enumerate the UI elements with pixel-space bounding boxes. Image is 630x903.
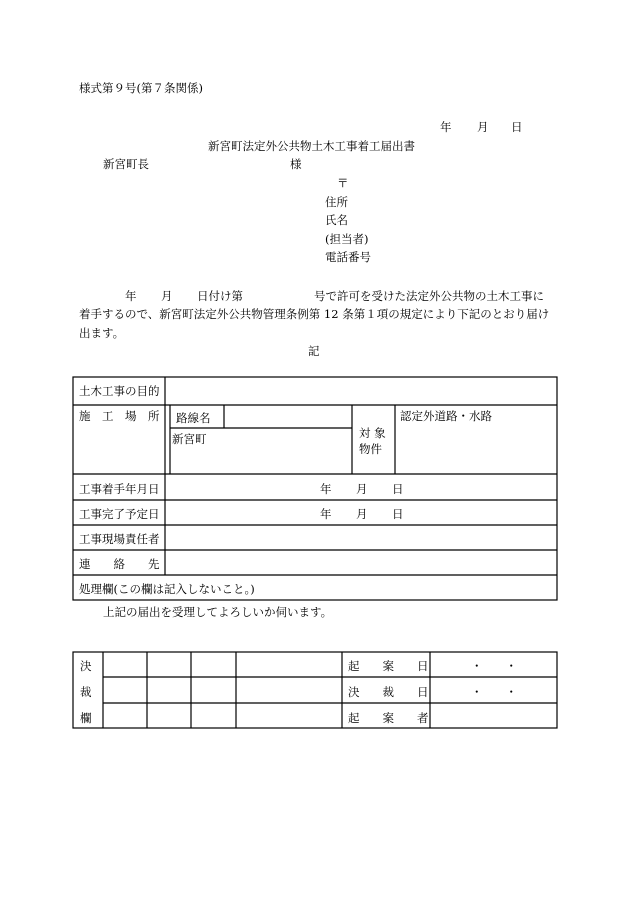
- end-date-day: 日: [392, 507, 404, 521]
- date-day: 日: [511, 120, 523, 134]
- name-label: 氏名: [325, 213, 348, 227]
- date-month: 月: [477, 120, 489, 134]
- body-year: 年: [125, 289, 137, 303]
- approval-side-label-3: 欄: [80, 711, 92, 725]
- approval-note: 上記の届出を受理してよろしいか伺います。: [103, 605, 333, 619]
- form-number: 様式第９号(第７条関係): [79, 81, 203, 95]
- end-date-year: 年: [320, 507, 332, 521]
- body-month: 月: [161, 289, 173, 303]
- draft-date-value: ・ ・: [471, 659, 517, 673]
- purpose-label: 土木工事の目的: [79, 384, 160, 398]
- body-line2: 着手するので、新宮町法定外公共物管理条例第 12 条第１項の規定により下記のとおり届け: [79, 307, 550, 321]
- addressee-honorific: 様: [290, 157, 302, 171]
- location-label: 施 工 場 所: [79, 409, 160, 423]
- route-name-label: 路線名: [176, 411, 211, 425]
- date-year: 年: [440, 120, 452, 134]
- processing-label: 処理欄(この欄は記入しないこと。): [79, 582, 255, 596]
- postal-mark: 〒: [337, 176, 349, 190]
- start-date-day: 日: [392, 482, 404, 496]
- target-label-2: 物件: [359, 442, 382, 456]
- decision-date-value: ・ ・: [471, 685, 517, 699]
- phone-label: 電話番号: [325, 250, 371, 264]
- drafter-label: 起 案 者: [348, 711, 429, 725]
- start-date-month: 月: [356, 482, 368, 496]
- addressee-label: 新宮町長: [103, 157, 149, 171]
- start-date-year: 年: [320, 482, 332, 496]
- address-label: 住所: [325, 195, 348, 209]
- contact-person-label: (担当者): [325, 232, 369, 246]
- body-date-suffix: 日付け第: [197, 289, 243, 303]
- approval-side-label-2: 裁: [80, 685, 92, 699]
- approval-side-label-1: 決: [80, 659, 92, 673]
- target-label-1: 対 象: [359, 426, 386, 440]
- body-line1-rest: 号で許可を受けた法定外公共物の土木工事に: [314, 289, 544, 303]
- end-date-label: 工事完了予定日: [79, 507, 160, 521]
- responsible-label: 工事現場責任者: [79, 532, 160, 546]
- body-line3: 出ます。: [79, 326, 125, 340]
- end-date-month: 月: [356, 507, 368, 521]
- ki-label: 記: [308, 344, 320, 358]
- contact-label: 連 絡 先: [79, 557, 160, 571]
- town-label: 新宮町: [172, 432, 207, 446]
- page-title: 新宮町法定外公共物土木工事着工届出書: [208, 139, 415, 153]
- draft-date-label: 起 案 日: [348, 659, 429, 673]
- target-value: 認定外道路・水路: [400, 409, 492, 423]
- decision-date-label: 決 裁 日: [348, 685, 429, 699]
- start-date-label: 工事着手年月日: [79, 482, 160, 496]
